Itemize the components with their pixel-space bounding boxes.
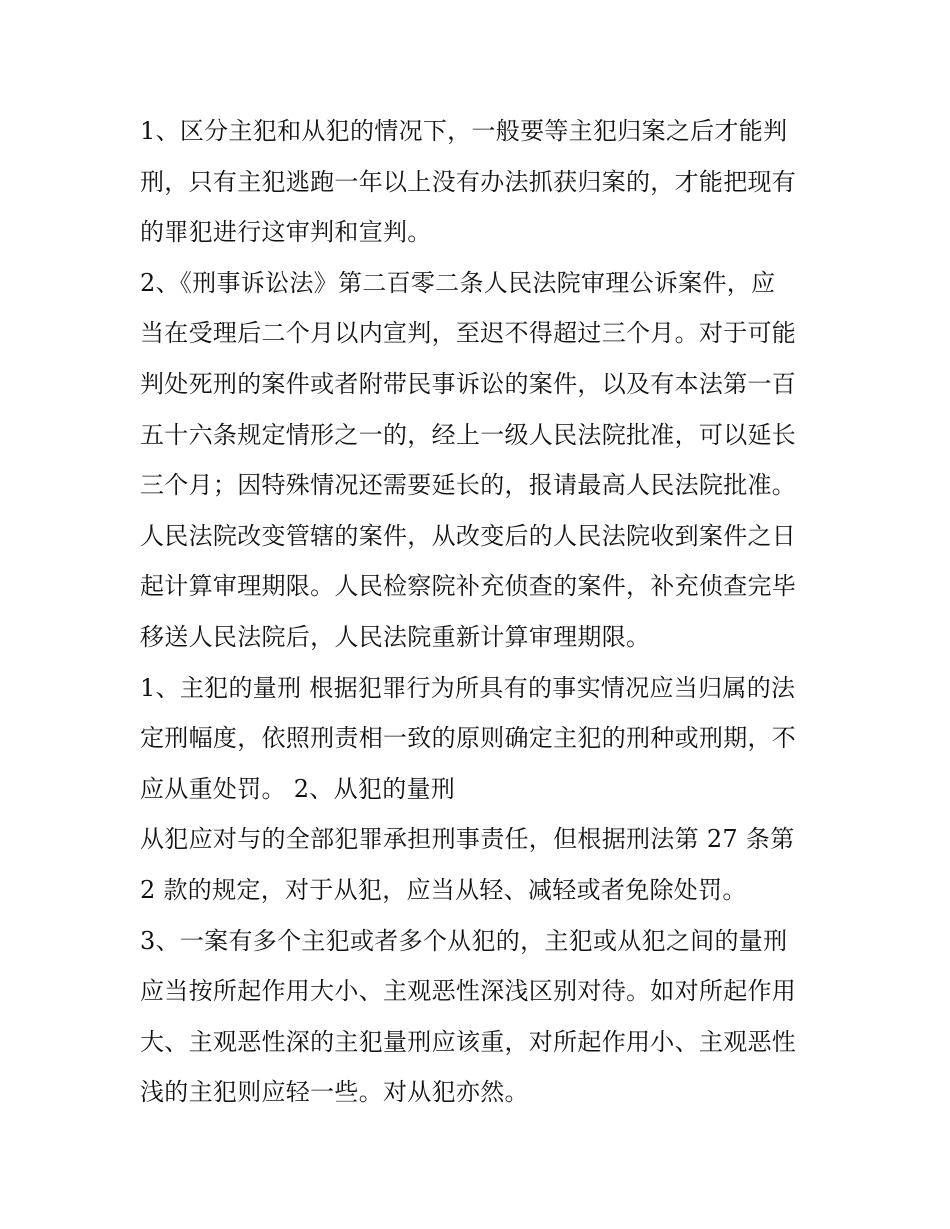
text-line: 起计算审理期限。人民检察院补充侦查的案件，补充侦查完毕 (140, 572, 797, 601)
text-line: 刑，只有主犯逃跑一年以上没有办法抓获归案的，才能把现有 (140, 167, 797, 196)
text-line: 3、一案有多个主犯或者多个从犯的，主犯或从犯之间的量刑 (140, 926, 788, 955)
text-line: 人民法院改变管辖的案件，从改变后的人民法院收到案件之日 (140, 521, 797, 550)
text-line: 的罪犯进行这审判和宣判。 (140, 218, 432, 247)
text-line: 从犯应对与的全部犯罪承担刑事责任，但根据刑法第 27 条第 (140, 825, 795, 854)
text-line: 2、《刑事诉讼法》第二百零二条人民法院审理公诉案件，应 (140, 268, 776, 297)
text-line: 当在受理后二个月以内宣判，至迟不得超过三个月。对于可能 (140, 319, 797, 348)
text-line: 1、主犯的量刑 根据犯罪行为所具有的事实情况应当归属的法 (140, 673, 796, 702)
text-line: 定刑幅度，依照刑责相一致的原则确定主犯的刑种或刑期，不 (140, 724, 797, 753)
text-line: 三个月；因特殊情况还需要延长的，报请最高人民法院批准。 (140, 471, 797, 500)
text-line: 浅的主犯则应轻一些。对从犯亦然。 (140, 1078, 529, 1107)
text-line: 五十六条规定情形之一的，经上一级人民法院批准，可以延长 (140, 420, 797, 449)
text-line: 2 款的规定，对于从犯，应当从轻、减轻或者免除处罚。 (140, 875, 747, 904)
text-line: 1、区分主犯和从犯的情况下，一般要等主犯归案之后才能判 (140, 117, 788, 145)
text-line: 应当按所起作用大小、主观恶性深浅区别对待。如对所起作用 (140, 977, 797, 1006)
text-line: 大、主观恶性深的主犯量刑应该重，对所起作用小、主观恶性 (140, 1027, 797, 1056)
text-line: 判处死刑的案件或者附带民事诉讼的案件，以及有本法第一百 (140, 369, 797, 398)
text-line: 移送人民法院后，人民法院重新计算审理期限。 (140, 622, 651, 651)
text-line: 应从重处罚。 2、从犯的量刑 (140, 774, 456, 803)
document-body (140, 106, 812, 1118)
